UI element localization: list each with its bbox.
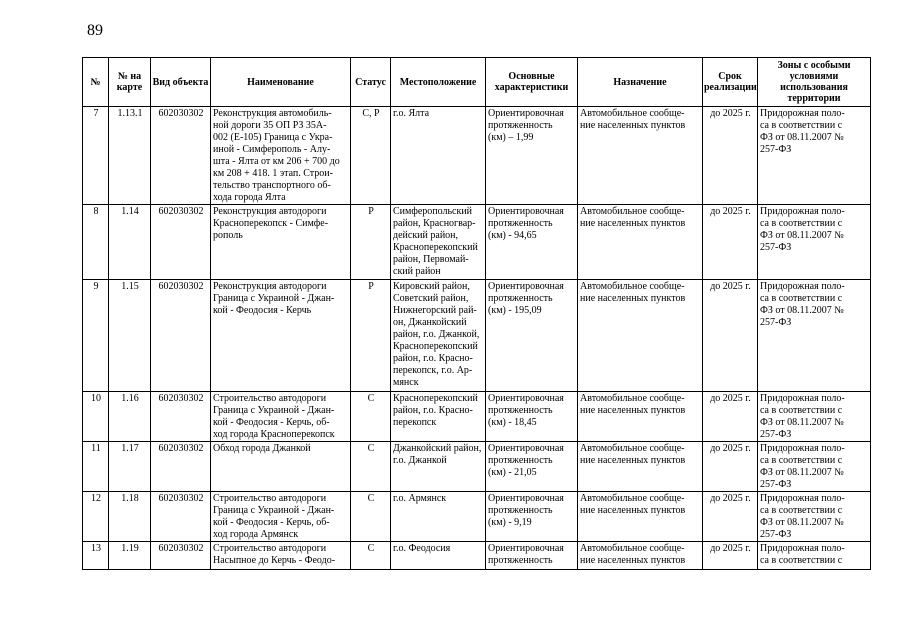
cell-line: Граница с Украиной - Джан- <box>213 293 335 304</box>
cell-line: протяженность <box>488 555 553 566</box>
term-cell: до 2025 г. <box>703 205 758 280</box>
row-number-cell: 7 <box>83 107 109 205</box>
status-cell: С, Р <box>351 107 391 205</box>
cell-line: он, Джанкойский <box>393 317 467 328</box>
cell-line: Ориентировочная <box>488 206 564 217</box>
header-cell-type: Вид объекта <box>151 58 211 107</box>
cell-line: г.о. Джанкой <box>393 455 447 466</box>
purpose-cell <box>578 392 703 442</box>
zones-cell <box>758 392 871 442</box>
purpose-cell <box>578 492 703 542</box>
cell-line: протяженность <box>488 455 553 466</box>
cell-line: Автомобильное сообще- <box>580 493 685 504</box>
term-cell: до 2025 г. <box>703 107 758 205</box>
object-name-cell <box>211 107 351 205</box>
cell-line: Красноперекопск - Симфе- <box>213 218 329 229</box>
cell-line: ФЗ от 08.11.2007 № <box>760 417 844 428</box>
term-cell: до 2025 г. <box>703 280 758 392</box>
cell-line: ФЗ от 08.11.2007 № <box>760 230 844 241</box>
cell-line: иной - Симферополь - Алу- <box>213 144 331 155</box>
object-type-cell: 602030302 <box>151 107 211 205</box>
table-row <box>83 392 871 442</box>
zones-cell <box>758 442 871 492</box>
location-cell <box>391 107 486 205</box>
header-cell-zones: Зоны с особыми условиями использования территории <box>758 58 871 107</box>
status-cell: Р <box>351 205 391 280</box>
cell-line: Придорожная поло- <box>760 393 845 404</box>
row-number-cell: 10 <box>83 392 109 442</box>
cell-line: Автомобильное сообще- <box>580 393 685 404</box>
purpose-cell <box>578 442 703 492</box>
cell-line: перекопск, г.о. Ар- <box>393 365 473 376</box>
location-cell <box>391 280 486 392</box>
cell-line: 257-ФЗ <box>760 144 792 155</box>
cell-line: 257-ФЗ <box>760 429 792 440</box>
term-cell: до 2025 г. <box>703 442 758 492</box>
object-type-cell: 602030302 <box>151 442 211 492</box>
cell-line: Придорожная поло- <box>760 493 845 504</box>
cell-line: кой - Феодосия - Керчь <box>213 305 312 316</box>
map-number-cell: 1.15 <box>109 280 151 392</box>
cell-line: км 208 + 418. 1 этап. Строи- <box>213 168 333 179</box>
object-name-cell <box>211 205 351 280</box>
map-number-cell: 1.17 <box>109 442 151 492</box>
zones-cell <box>758 542 871 570</box>
cell-line: Строительство автодороги <box>213 543 327 554</box>
cell-line: Ориентировочная <box>488 493 564 504</box>
characteristics-cell <box>486 492 578 542</box>
cell-line: Придорожная поло- <box>760 543 845 554</box>
object-name-cell <box>211 392 351 442</box>
cell-line: (км) – 1,99 <box>488 132 534 143</box>
characteristics-cell <box>486 542 578 570</box>
cell-line: Реконструкция автодороги <box>213 206 327 217</box>
location-cell <box>391 205 486 280</box>
cell-line: г.о. Ялта <box>393 108 430 119</box>
cell-line: Автомобильное сообще- <box>580 543 685 554</box>
cell-line: Придорожная поло- <box>760 108 845 119</box>
zones-cell <box>758 280 871 392</box>
cell-line: ной дороги 35 ОП РЗ 35А- <box>213 120 327 131</box>
cell-line: ФЗ от 08.11.2007 № <box>760 467 844 478</box>
cell-line: Нижнегорский рай- <box>393 305 477 316</box>
cell-line: дейский район, <box>393 230 459 241</box>
cell-line: Придорожная поло- <box>760 281 845 292</box>
characteristics-cell <box>486 280 578 392</box>
page-number: 89 <box>87 22 103 39</box>
location-cell <box>391 392 486 442</box>
cell-line: протяженность <box>488 218 553 229</box>
table-row <box>83 280 871 392</box>
status-cell: Р <box>351 280 391 392</box>
term-cell: до 2025 г. <box>703 392 758 442</box>
cell-line: ФЗ от 08.11.2007 № <box>760 305 844 316</box>
cell-line: са в соответствии с <box>760 218 843 229</box>
cell-line: кой - Феодосия - Керчь, об- <box>213 517 330 528</box>
table-row <box>83 542 871 570</box>
cell-line: тельство транспортного об- <box>213 180 331 191</box>
cell-line: ФЗ от 08.11.2007 № <box>760 132 844 143</box>
cell-line: са в соответствии с <box>760 120 843 131</box>
cell-line: (км) - 21,05 <box>488 467 537 478</box>
cell-line: ский район <box>393 266 441 277</box>
cell-line: район, г.о. Джанкой, <box>393 329 480 340</box>
object-type-cell: 602030302 <box>151 280 211 392</box>
header-cell-purpose: Назначение <box>578 58 703 107</box>
zones-cell <box>758 492 871 542</box>
status-cell: С <box>351 492 391 542</box>
cell-line: Ориентировочная <box>488 543 564 554</box>
cell-line: (км) - 195,09 <box>488 305 542 316</box>
cell-line: ние населенных пунктов <box>580 505 686 516</box>
row-number-cell: 12 <box>83 492 109 542</box>
term-cell: до 2025 г. <box>703 492 758 542</box>
cell-line: протяженность <box>488 405 553 416</box>
characteristics-cell <box>486 205 578 280</box>
row-number-cell: 11 <box>83 442 109 492</box>
cell-line: район, г.о. Красно- <box>393 353 473 364</box>
cell-line: Кировский район, <box>393 281 470 292</box>
cell-line: Симферопольский <box>393 206 473 217</box>
cell-line: Придорожная поло- <box>760 443 845 454</box>
cell-line: район, Красногвар- <box>393 218 476 229</box>
cell-line: (км) - 18,45 <box>488 417 537 428</box>
table-row <box>83 442 871 492</box>
cell-line: Автомобильное сообще- <box>580 443 685 454</box>
header-cell-characteristics: Основные характеристики <box>486 58 578 107</box>
map-number-cell: 1.18 <box>109 492 151 542</box>
cell-line: Автомобильное сообще- <box>580 108 685 119</box>
cell-line: мянск <box>393 377 419 388</box>
cell-line: Джанкойский район, <box>393 443 482 454</box>
table-row <box>83 107 871 205</box>
cell-line: Советский район, <box>393 293 469 304</box>
object-type-cell: 602030302 <box>151 205 211 280</box>
cell-line: ние населенных пунктов <box>580 555 686 566</box>
term-cell: до 2025 г. <box>703 542 758 570</box>
table-body <box>83 107 871 570</box>
characteristics-cell <box>486 107 578 205</box>
cell-line: Строительство автодороги <box>213 493 327 504</box>
table-row <box>83 492 871 542</box>
cell-line: са в соответствии с <box>760 555 843 566</box>
characteristics-cell <box>486 392 578 442</box>
characteristics-cell <box>486 442 578 492</box>
map-number-cell: 1.13.1 <box>109 107 151 205</box>
cell-line: Придорожная поло- <box>760 206 845 217</box>
cell-line: ние населенных пунктов <box>580 293 686 304</box>
cell-line: 002 (Е-105) Граница с Укра- <box>213 132 333 143</box>
cell-line: ход города Красноперекопск <box>213 429 335 440</box>
cell-line: ние населенных пунктов <box>580 455 686 466</box>
cell-line: район, Первомай- <box>393 254 469 265</box>
object-type-cell: 602030302 <box>151 492 211 542</box>
cell-line: ход города Армянск <box>213 529 299 540</box>
header-cell-location: Местоположение <box>391 58 486 107</box>
cell-line: кой - Феодосия - Керчь, об- <box>213 417 330 428</box>
object-name-cell <box>211 542 351 570</box>
cell-line: Ориентировочная <box>488 393 564 404</box>
cell-line: Граница с Украиной - Джан- <box>213 405 335 416</box>
cell-line: Ориентировочная <box>488 443 564 454</box>
object-type-cell: 602030302 <box>151 392 211 442</box>
cell-line: Реконструкция автодороги <box>213 281 327 292</box>
cell-line: ние населенных пунктов <box>580 120 686 131</box>
zones-cell <box>758 107 871 205</box>
cell-line: Строительство автодороги <box>213 393 327 404</box>
cell-line: рополь <box>213 230 243 241</box>
cell-line: протяженность <box>488 293 553 304</box>
location-cell <box>391 542 486 570</box>
map-number-cell: 1.19 <box>109 542 151 570</box>
cell-line: са в соответствии с <box>760 505 843 516</box>
cell-line: Красноперекопский <box>393 341 478 352</box>
cell-line: (км) - 9,19 <box>488 517 532 528</box>
cell-line: ние населенных пунктов <box>580 218 686 229</box>
cell-line: протяженность <box>488 120 553 131</box>
location-cell <box>391 442 486 492</box>
purpose-cell <box>578 205 703 280</box>
header-cell-map: № на карте <box>109 58 151 107</box>
cell-line: 257-ФЗ <box>760 242 792 253</box>
object-type-cell: 602030302 <box>151 542 211 570</box>
cell-line: перекопск <box>393 417 437 428</box>
cell-line: протяженность <box>488 505 553 516</box>
header-cell-num: № <box>83 58 109 107</box>
map-number-cell: 1.16 <box>109 392 151 442</box>
cell-line: Обход города Джанкой <box>213 443 311 454</box>
purpose-cell <box>578 542 703 570</box>
table-row <box>83 205 871 280</box>
cell-line: хода города Ялта <box>213 192 286 203</box>
row-number-cell: 8 <box>83 205 109 280</box>
cell-line: ние населенных пунктов <box>580 405 686 416</box>
cell-line: район, г.о. Красно- <box>393 405 473 416</box>
cell-line: 257-ФЗ <box>760 317 792 328</box>
cell-line: Насыпное до Керчь - Феодо- <box>213 555 336 566</box>
objects-table <box>82 57 871 570</box>
cell-line: Ориентировочная <box>488 108 564 119</box>
cell-line: г.о. Феодосия <box>393 543 451 554</box>
purpose-cell <box>578 280 703 392</box>
cell-line: Автомобильное сообще- <box>580 206 685 217</box>
status-cell: С <box>351 392 391 442</box>
cell-line: Красноперекопский <box>393 393 478 404</box>
cell-line: ФЗ от 08.11.2007 № <box>760 517 844 528</box>
object-name-cell <box>211 280 351 392</box>
object-name-cell <box>211 442 351 492</box>
cell-line: шта - Ялта от км 206 + 700 до <box>213 156 340 167</box>
location-cell <box>391 492 486 542</box>
cell-line: (км) - 94,65 <box>488 230 537 241</box>
cell-line: Красноперекопский <box>393 242 478 253</box>
header-cell-name: Наименование <box>211 58 351 107</box>
cell-line: са в соответствии с <box>760 293 843 304</box>
cell-line: Граница с Украиной - Джан- <box>213 505 335 516</box>
cell-line: Ориентировочная <box>488 281 564 292</box>
cell-line: Автомобильное сообще- <box>580 281 685 292</box>
row-number-cell: 13 <box>83 542 109 570</box>
status-cell: С <box>351 442 391 492</box>
purpose-cell <box>578 107 703 205</box>
object-name-cell <box>211 492 351 542</box>
map-number-cell: 1.14 <box>109 205 151 280</box>
header-cell-term: Срок реализации <box>703 58 758 107</box>
cell-line: 257-ФЗ <box>760 529 792 540</box>
cell-line: Реконструкция автомобиль- <box>213 108 332 119</box>
cell-line: са в соответствии с <box>760 455 843 466</box>
table-header-row <box>83 58 871 107</box>
cell-line: г.о. Армянск <box>393 493 447 504</box>
header-cell-status: Статус <box>351 58 391 107</box>
zones-cell <box>758 205 871 280</box>
row-number-cell: 9 <box>83 280 109 392</box>
cell-line: 257-ФЗ <box>760 479 792 490</box>
status-cell: С <box>351 542 391 570</box>
cell-line: са в соответствии с <box>760 405 843 416</box>
